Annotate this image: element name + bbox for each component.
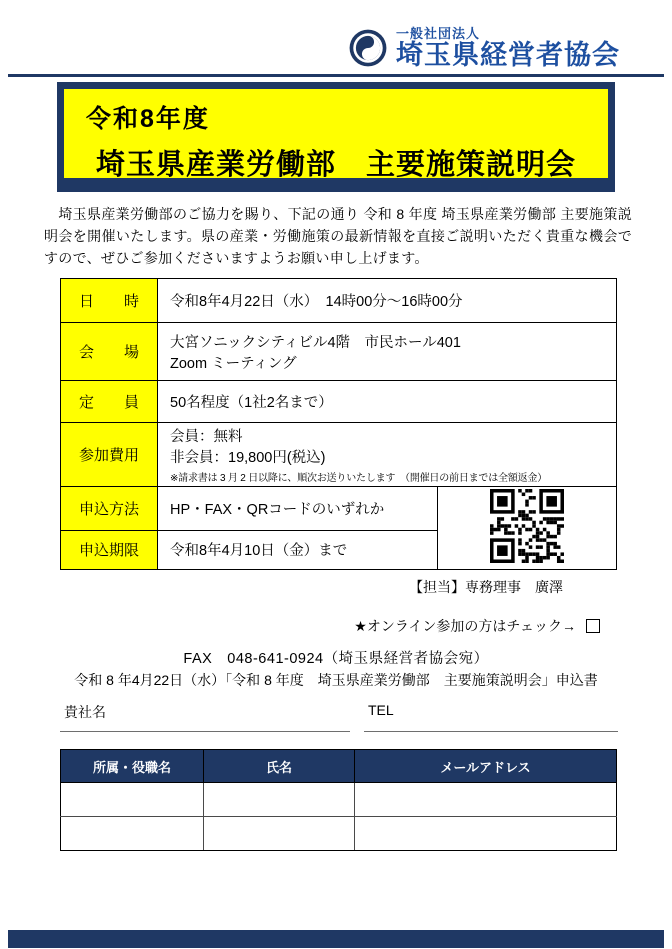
attendee-row <box>61 783 617 817</box>
info-row-venue <box>61 323 617 381</box>
row-value: HP・FAX・QRコードのいずれか <box>158 487 438 531</box>
fiscal-year-title: 令和8年度 <box>86 105 210 133</box>
info-row-capacity <box>61 381 617 423</box>
info-row-fee <box>61 423 617 487</box>
row-label: 申込期限 <box>61 530 158 569</box>
col-header-name: 氏名 <box>204 750 355 783</box>
name-cell[interactable] <box>204 783 355 817</box>
row-value: 50名程度（1社2名まで） <box>158 381 617 423</box>
row-label: 参加費用 <box>61 423 158 487</box>
row-value: 令和8年4月22日（水） 14時00分～16時00分 <box>158 279 617 323</box>
qr-cell <box>438 487 617 570</box>
fee-note: ※請求書は 3 月 2 日以降に、順次お送りいたします （開催日の前日までは全額返金） <box>170 473 548 484</box>
row-label: 会 場 <box>61 323 158 381</box>
header-divider <box>8 74 664 77</box>
row-value <box>158 423 617 487</box>
attendee-row <box>61 817 617 851</box>
row-label: 日 時 <box>61 279 158 323</box>
online-check-label: ★オンライン参加の方はチェック→ <box>354 618 576 634</box>
row-label: 申込方法 <box>61 487 158 531</box>
qr-code-icon <box>490 489 564 563</box>
fee-member: 会員：無料 <box>170 429 243 445</box>
event-title: 埼玉県産業労働部 主要施策説明会 <box>96 149 577 181</box>
row-value: 令和8年4月10日（金）まで <box>158 530 438 569</box>
intro-paragraph: 埼玉県産業労働部のご協力を賜り、下記の通り 令和 8 年度 埼玉県産業労働部 主要施策説明会を開催いたします。県の産業・労働施策の最新情報を直接ご説明いただく貴重な機会ですので、ぜひご参加くださいますようお願い申し上げます。 <box>44 206 632 266</box>
org-logo-text <box>396 27 620 69</box>
online-checkbox[interactable] <box>586 619 600 633</box>
name-cell[interactable] <box>204 817 355 851</box>
org-logo <box>348 27 620 69</box>
attendee-header-row <box>61 750 617 783</box>
company-name-field[interactable] <box>60 731 350 732</box>
venue-line2: Zoom ミーティング <box>170 355 297 372</box>
venue-line1: 大宮ソニックシティビル4階 市民ホール401 <box>170 334 461 351</box>
org-name: 埼玉県経営者協会 <box>396 39 620 70</box>
online-check-row <box>354 616 600 636</box>
title-banner <box>57 82 615 192</box>
attendee-table <box>60 749 617 851</box>
email-cell[interactable] <box>355 817 617 851</box>
position-cell[interactable] <box>61 783 204 817</box>
footer-bar <box>8 930 664 948</box>
fee-nonmember: 非会員：19,800円(税込) <box>170 450 326 466</box>
info-table <box>60 278 617 570</box>
col-header-email: メールアドレス <box>355 750 617 783</box>
email-cell[interactable] <box>355 783 617 817</box>
tel-label: TEL <box>368 702 394 718</box>
col-header-position: 所属・役職名 <box>61 750 204 783</box>
tomoe-circle-icon <box>348 28 388 68</box>
org-type: 一般社団法人 <box>396 26 481 41</box>
info-row-datetime <box>61 279 617 323</box>
application-form-title: 令和 8 年4月22日（水）「令和 8 年度 埼玉県産業労働部 主要施策説明会」申込書 <box>74 672 598 688</box>
info-row-method <box>61 487 617 531</box>
contact-person: 【担当】専務理事 廣澤 <box>409 579 563 595</box>
tel-field[interactable] <box>364 731 618 732</box>
title-banner-inner <box>64 89 608 181</box>
position-cell[interactable] <box>61 817 204 851</box>
row-label: 定 員 <box>61 381 158 423</box>
company-name-label: 貴社名 <box>64 704 106 720</box>
fax-number-line: FAX 048-641-0924（埼玉県経営者協会宛） <box>183 651 489 667</box>
row-value <box>158 323 617 381</box>
